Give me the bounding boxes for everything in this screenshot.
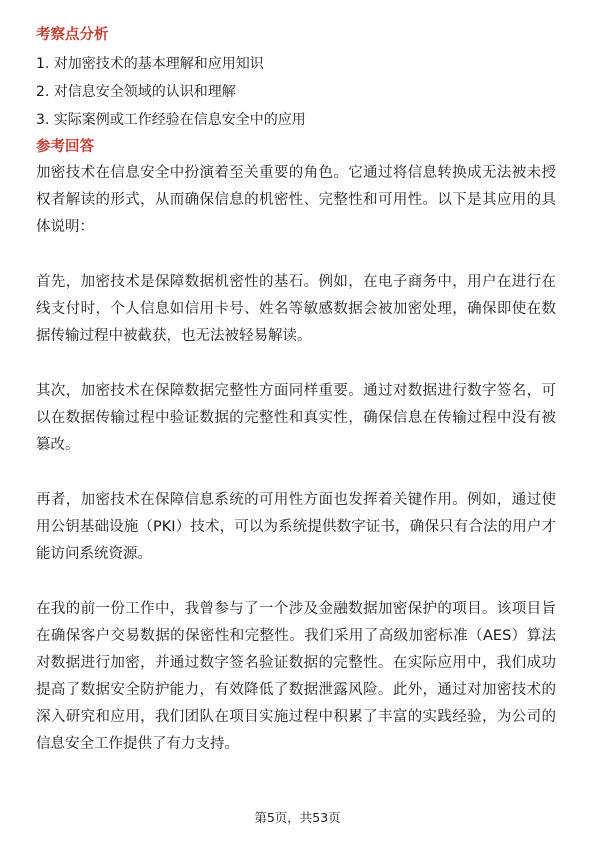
analysis-item-1: 1. 对加密技术的基本理解和应用知识 xyxy=(36,56,264,72)
answer-paragraph-intro: 加密技术在信息安全中扮演着至关重要的角色。它通过将信息转换成无法被未授权者解读的形式，从而确保信息的机密性、完整性和可用性。以下是其应用的具体说明： xyxy=(36,165,556,235)
answer-paragraph-availability: 再者，加密技术在保障信息系统的可用性方面也发挥着关键作用。例如，通过使用公钥基础设施（PKI）技术，可以为系统提供数字证书，确保只有合法的用户才能访问系统资源。 xyxy=(36,492,556,562)
analysis-item-2: 2. 对信息安全领域的认识和理解 xyxy=(36,84,236,100)
analysis-item-3: 3. 实际案例或工作经验在信息安全中的应用 xyxy=(36,112,306,128)
analysis-list xyxy=(36,54,556,130)
page-number: 第5页，共53页 xyxy=(254,810,341,825)
answer-paragraph-integrity: 其次，加密技术在保障数据完整性方面同样重要。通过对数据进行数字签名，可以在数据传输过程中验证数据的完整性和真实性，确保信息在传输过程中没有被篡改。 xyxy=(36,383,556,453)
document-page xyxy=(36,24,556,758)
analysis-heading: 考察点分析 xyxy=(36,27,109,43)
answer-paragraph-confidentiality: 首先，加密技术是保障数据机密性的基石。例如，在电子商务中，用户在进行在线支付时，个人信息如信用卡号、姓名等敏感数据会被加密处理，确保即使在数据传输过程中被截获，也无法被轻易解读。 xyxy=(36,274,556,344)
answer-heading: 参考回答 xyxy=(36,139,94,155)
answer-paragraph-experience: 在我的前一份工作中，我曾参与了一个涉及金融数据加密保护的项目。该项目旨在确保客户交易数据的保密性和完整性。我们采用了高级加密标准（AES）算法对数据进行加密，并通过数字签名验证数据的完整性。在实际应用中，我们成功提高了数据安全防护能力，有效降低了数据泄露风险。此外，通过对加密技术的深入研究和应用，我们团队在项目实施过程中积累了丰富的实践经验，为公司的信息安全工作提供了有力支持。 xyxy=(36,601,556,752)
